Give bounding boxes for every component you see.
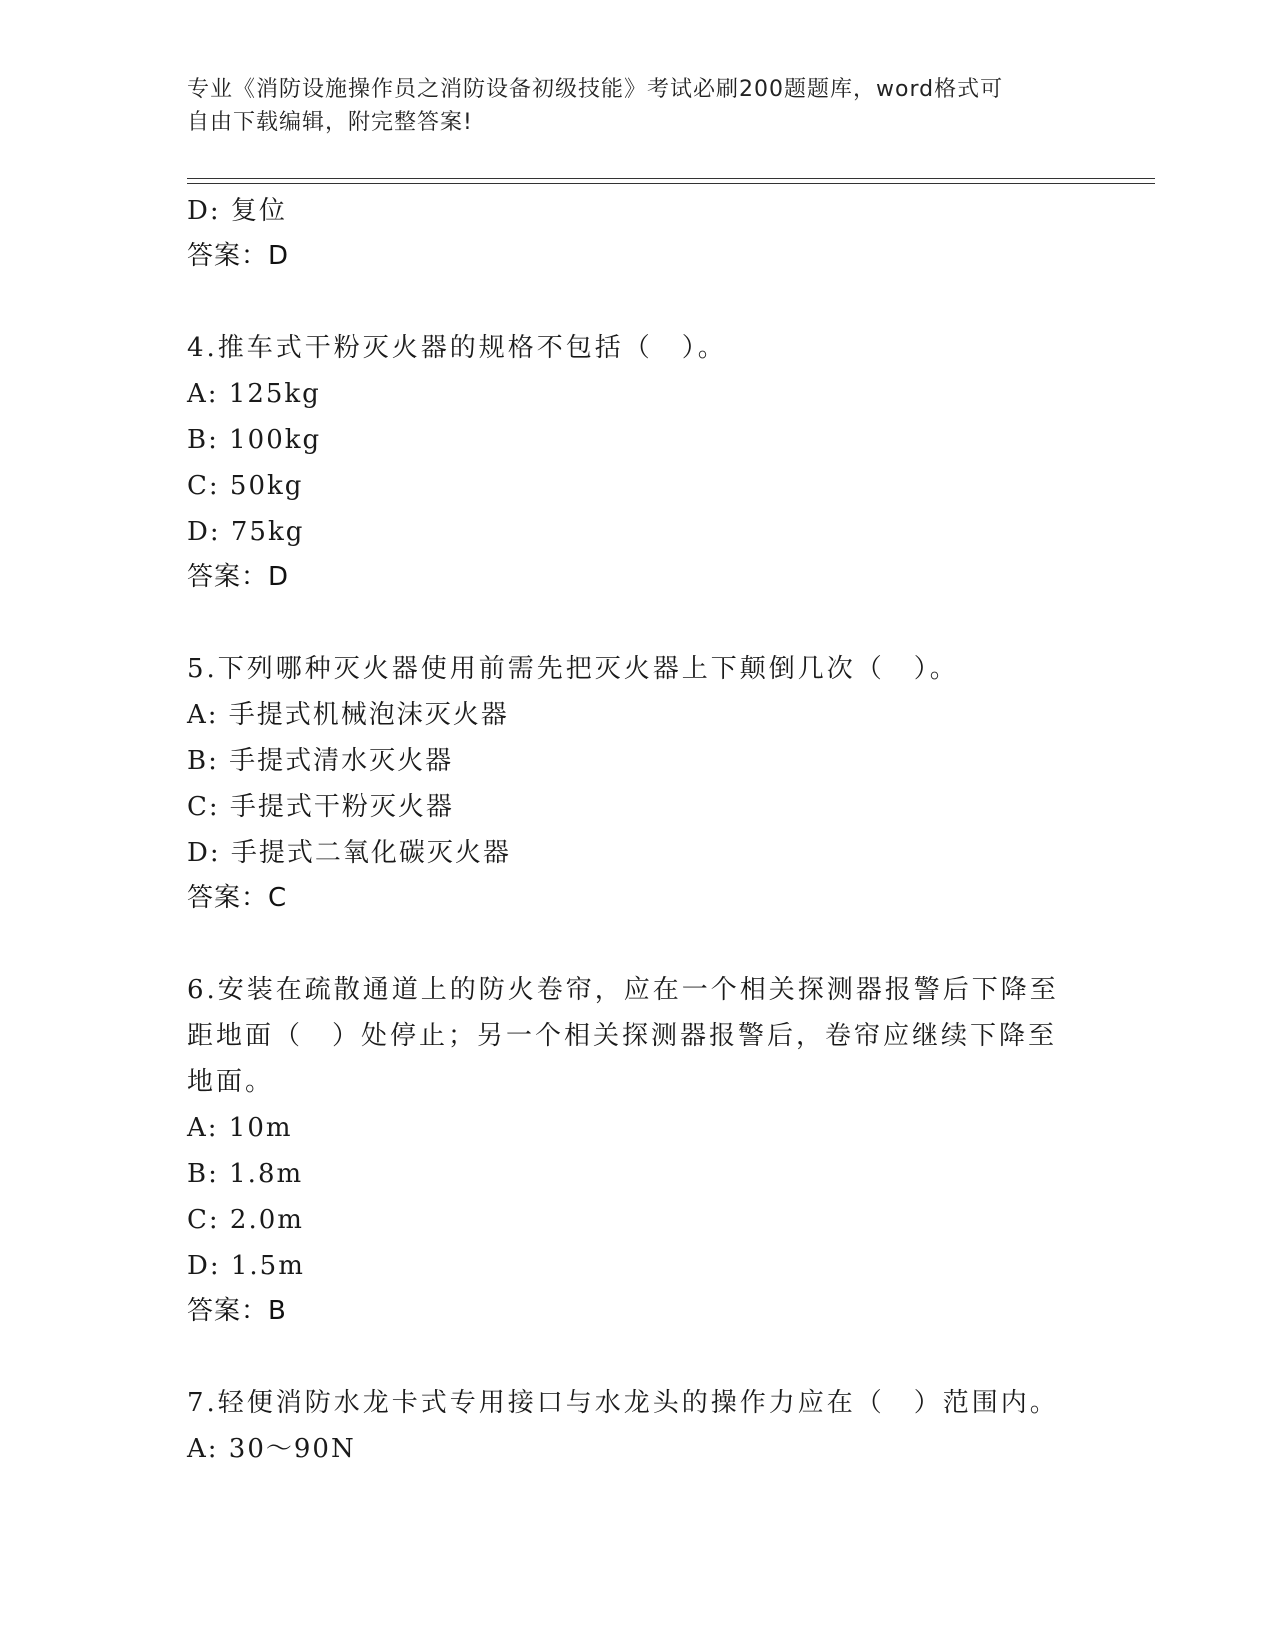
prev-answer: 答案：D bbox=[187, 241, 290, 271]
question-6-answer: 答案：B bbox=[187, 1296, 287, 1326]
header-line-2: 自由下载编辑，附完整答案! bbox=[187, 110, 473, 135]
question-5-option-c: C: 手提式干粉灭火器 bbox=[187, 792, 454, 822]
header-line-1: 专业《消防设施操作员之消防设备初级技能》考试必刷200题题库，word格式可 bbox=[187, 77, 1004, 102]
header-divider-top bbox=[187, 178, 1155, 179]
header-divider-bottom bbox=[187, 183, 1155, 184]
question-5-answer: 答案：C bbox=[187, 883, 288, 913]
document-header bbox=[187, 73, 1087, 139]
question-4-text: 4.推车式干粉灭火器的规格不包括（ ）。 bbox=[187, 333, 727, 363]
question-4-option-c: C: 50kg bbox=[187, 471, 304, 501]
question-5 bbox=[187, 646, 1087, 920]
question-5-option-d: D: 手提式二氧化碳灭火器 bbox=[187, 838, 511, 868]
question-7-option-a: A: 30～90N bbox=[187, 1434, 356, 1464]
question-6-text-line-2: 距地面（ ）处停止；另一个相关探测器报警后，卷帘应继续下降至 bbox=[187, 1021, 1058, 1051]
question-7 bbox=[187, 1380, 1087, 1472]
question-6-text-line-1: 6.安装在疏散通道上的防火卷帘，应在一个相关探测器报警后下降至 bbox=[187, 975, 1059, 1005]
question-4-option-d: D: 75kg bbox=[187, 517, 305, 547]
question-6-option-d: D: 1.5m bbox=[187, 1251, 305, 1281]
question-5-option-b: B: 手提式清水灭火器 bbox=[187, 746, 454, 776]
question-6-option-b: B: 1.8m bbox=[187, 1159, 304, 1189]
question-5-text: 5.下列哪种灭火器使用前需先把灭火器上下颠倒几次（ ）。 bbox=[187, 654, 959, 684]
question-6-option-c: C: 2.0m bbox=[187, 1205, 304, 1235]
question-6 bbox=[187, 967, 1087, 1333]
question-4-option-b: B: 100kg bbox=[187, 425, 322, 455]
question-5-option-a: A: 手提式机械泡沫灭火器 bbox=[187, 700, 509, 730]
question-list bbox=[187, 188, 1087, 1472]
question-7-text: 7.轻便消防水龙卡式专用接口与水龙头的操作力应在（ ）范围内。 bbox=[187, 1388, 1059, 1418]
prev-option-d: D: 复位 bbox=[187, 196, 287, 226]
question-4 bbox=[187, 325, 1087, 599]
question-4-option-a: A: 125kg bbox=[187, 379, 321, 409]
question-6-option-a: A: 10m bbox=[187, 1113, 293, 1143]
question-6-text-line-3: 地面。 bbox=[187, 1067, 275, 1097]
question-4-answer: 答案：D bbox=[187, 562, 290, 592]
